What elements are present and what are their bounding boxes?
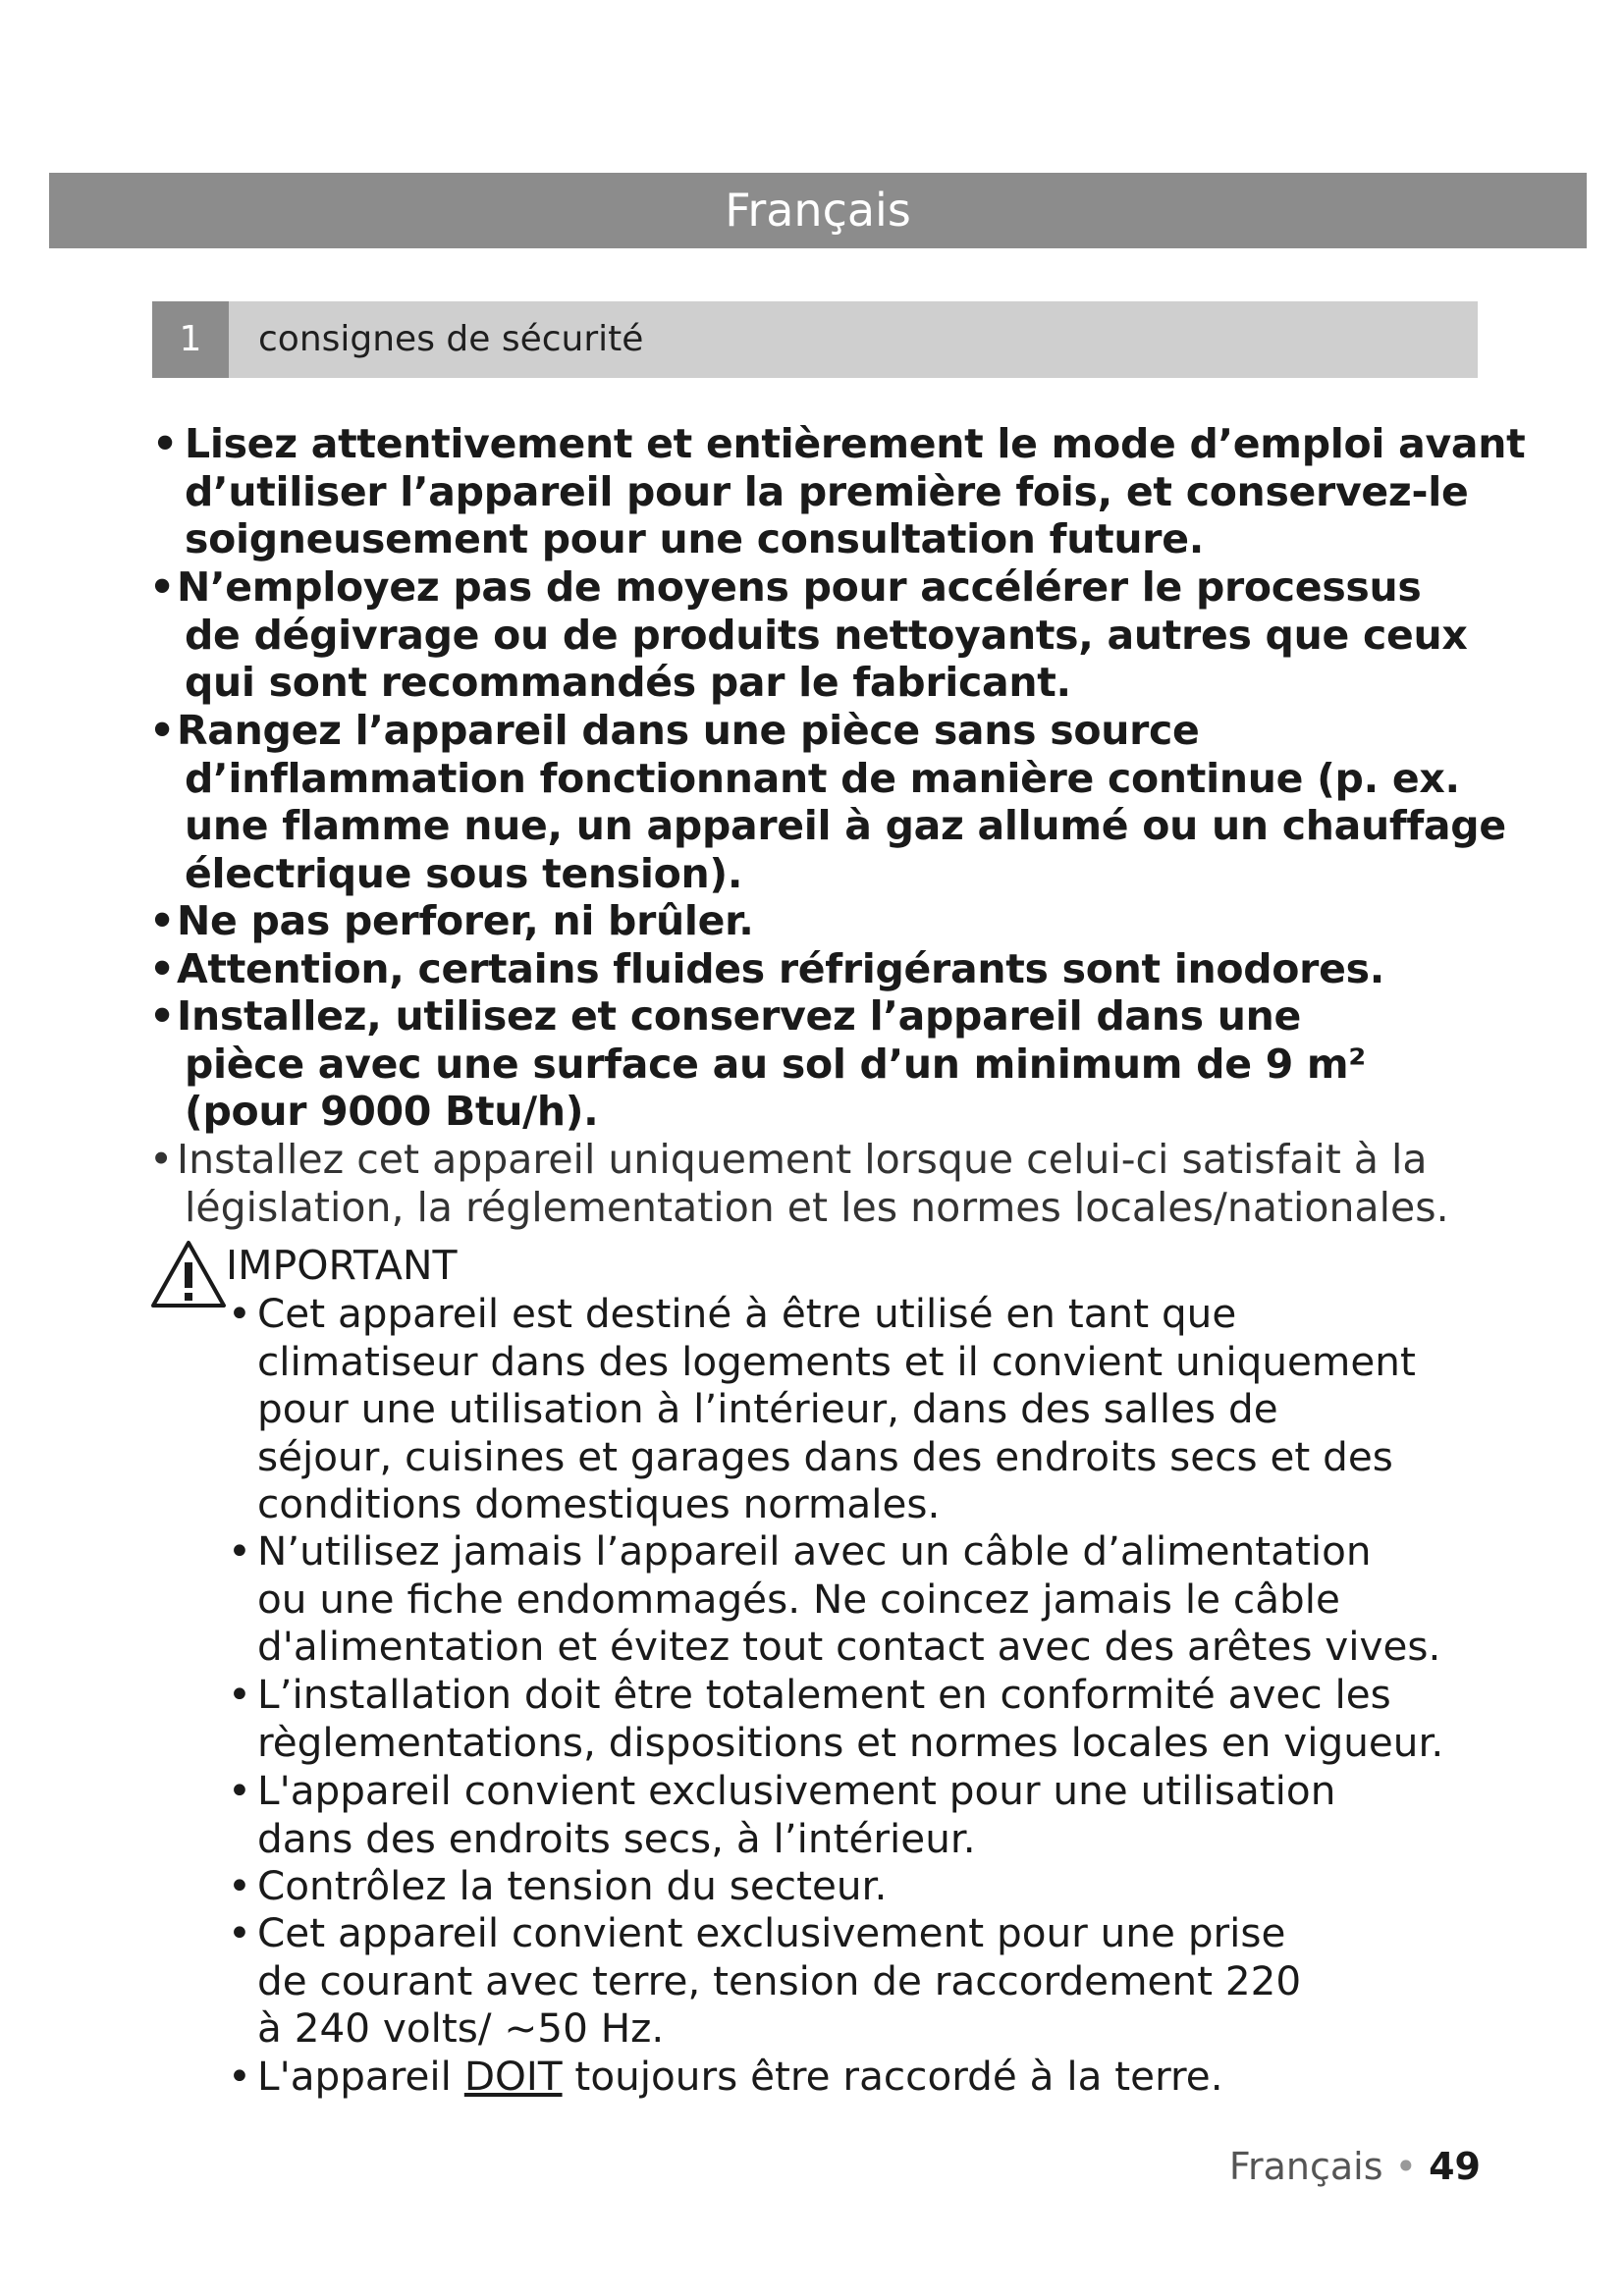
item-line: L’installation doit être totalement en conformité avec les — [257, 1671, 1391, 1718]
item-line: pièce avec une surface au sol d’un minimum de 9 m² — [185, 1040, 1366, 1088]
item-line: législation, la réglementation et les normes locales/nationales. — [185, 1183, 1449, 1231]
emphasis-doit: DOIT — [463, 2053, 563, 2100]
important-title: IMPORTANT — [226, 1242, 458, 1289]
bullet: • — [149, 945, 175, 992]
item-text: L'appareil — [257, 2053, 464, 2100]
item-line: Cet appareil convient exclusivement pour une prise — [257, 1909, 1286, 1956]
bullet: • — [152, 420, 178, 467]
bullet: • — [228, 1767, 251, 1814]
item-line: conditions domestiques normales. — [257, 1480, 941, 1527]
language-banner: Français — [49, 173, 1587, 248]
item-line: dans des endroits secs, à l’intérieur. — [257, 1814, 976, 1862]
item-line: Ne pas perforer, ni brûler. — [177, 897, 754, 944]
bullet: • — [149, 1136, 174, 1183]
bullet: • — [228, 1671, 251, 1718]
item-line: N’employez pas de moyens pour accélérer le processus — [177, 563, 1422, 611]
item-line: climatiseur dans des logements et il convient uniquement — [257, 1337, 1416, 1385]
item-line: d’utiliser l’appareil pour la première fois, et conservez-le — [185, 467, 1469, 515]
item-line: ou une fiche endommagés. Ne coincez jamais le câble — [257, 1575, 1340, 1623]
section-number: 1 — [152, 301, 229, 378]
bullet: • — [228, 1909, 251, 1956]
item-line: qui sont recommandés par le fabricant. — [185, 659, 1071, 706]
item-line: L'appareil convient exclusivement pour une utilisation — [257, 1767, 1336, 1814]
item-line: pour une utilisation à l’intérieur, dans des salles de — [257, 1385, 1278, 1432]
item-line: d’inflammation fonctionnant de manière continue (p. ex. — [185, 754, 1460, 802]
item-line: de courant avec terre, tension de raccordement 220 — [257, 1956, 1302, 2004]
item-line: règlementations, dispositions et normes locales en vigueur. — [257, 1718, 1444, 1766]
bullet: • — [149, 897, 175, 944]
item-line: Rangez l’appareil dans une pièce sans source — [177, 707, 1200, 754]
bullet: • — [149, 707, 175, 754]
bullet: • — [228, 1527, 251, 1575]
item-line: Contrôlez la tension du secteur. — [257, 1862, 888, 1909]
item-line: d'alimentation et évitez tout contact avec des arêtes vives. — [257, 1623, 1441, 1670]
page-number: 49 — [1429, 2145, 1481, 2188]
item-line: soigneusement pour une consultation future. — [185, 515, 1204, 562]
item-line: de dégivrage ou de produits nettoyants, autres que ceux — [185, 611, 1468, 659]
warning-icon — [149, 1239, 228, 1309]
item-line: Installez, utilisez et conservez l’appareil dans une — [177, 992, 1302, 1040]
item-text: toujours être raccordé à la terre. — [562, 2053, 1223, 2100]
bullet: • — [149, 563, 175, 611]
section-header — [152, 301, 1478, 378]
item-line: électrique sous tension). — [185, 849, 743, 897]
item-line: Installez cet appareil uniquement lorsque celui-ci satisfait à la — [177, 1136, 1428, 1183]
item-line: (pour 9000 Btu/h). — [185, 1088, 599, 1135]
bullet: • — [228, 1290, 251, 1337]
bullet: • — [228, 2053, 251, 2100]
footer-separator: • — [1394, 2145, 1418, 2188]
item-line: Attention, certains fluides réfrigérants sont inodores. — [177, 945, 1384, 992]
item-line: N’utilisez jamais l’appareil avec un câble d’alimentation — [257, 1527, 1372, 1575]
page-footer — [1229, 2145, 1481, 2188]
footer-language: Français — [1228, 2145, 1383, 2188]
bullet: • — [228, 1862, 251, 1909]
bullet: • — [149, 992, 175, 1040]
item-line: Lisez attentivement et entièrement le mode d’emploi avant — [185, 420, 1526, 467]
item-line: Cet appareil est destiné à être utilisé en tant que — [257, 1290, 1237, 1337]
item-line: à 240 volts/ ~50 Hz. — [257, 2004, 665, 2052]
item-line: une flamme nue, un appareil à gaz allumé ou un chauffage — [185, 802, 1506, 849]
item-line: séjour, cuisines et garages dans des endroits secs et des — [257, 1432, 1393, 1480]
section-title: consignes de sécurité — [258, 319, 644, 359]
